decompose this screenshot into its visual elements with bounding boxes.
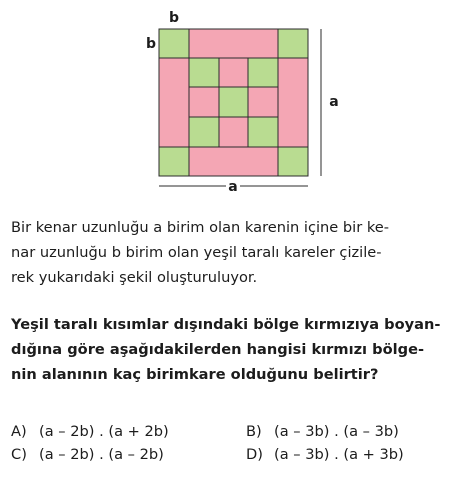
- square-figure: [0, 0, 469, 200]
- green-square: [189, 58, 219, 87]
- label-b-top: b: [168, 10, 180, 26]
- label-b-left: b: [145, 36, 157, 52]
- green-square: [278, 29, 308, 58]
- option-a[interactable]: [11, 423, 169, 440]
- option-c[interactable]: [11, 446, 164, 463]
- option-c-text: (a – 2b) . (a – 2b): [39, 446, 164, 463]
- green-square: [278, 147, 308, 176]
- option-a-label: A): [11, 423, 27, 440]
- green-square: [189, 117, 219, 147]
- intro-line: rek yukarıdaki şekil oluşturuluyor.: [11, 269, 258, 286]
- option-a-text: (a – 2b) . (a + 2b): [39, 423, 169, 440]
- label-a-right: a: [329, 94, 339, 110]
- question-paragraph: [11, 312, 461, 387]
- label-a-bottom: a: [228, 179, 238, 195]
- intro-paragraph: [11, 215, 461, 290]
- intro-line: nar uzunluğu b birim olan yeşil taralı kareler çizile-: [11, 244, 382, 261]
- intro-line: Bir kenar uzunluğu a birim olan karenin içine bir ke-: [11, 219, 390, 236]
- question-line: Yeşil taralı kısımlar dışındaki bölge kırmızıya boyan-: [11, 316, 441, 333]
- option-d-text: (a – 3b) . (a + 3b): [274, 446, 404, 463]
- option-b[interactable]: [246, 423, 399, 440]
- green-square: [219, 87, 248, 117]
- green-square: [248, 58, 278, 87]
- option-c-label: C): [11, 446, 27, 463]
- green-square: [159, 147, 189, 176]
- option-d-label: D): [246, 446, 263, 463]
- option-d[interactable]: [246, 446, 404, 463]
- option-b-text: (a – 3b) . (a – 3b): [274, 423, 399, 440]
- green-square: [159, 29, 189, 58]
- option-b-label: B): [246, 423, 262, 440]
- question-line: dığına göre aşağıdakilerden hangisi kırmızı bölge-: [11, 341, 425, 358]
- green-square: [248, 117, 278, 147]
- question-line: nin alanının kaç birimkare olduğunu belirtir?: [11, 366, 379, 383]
